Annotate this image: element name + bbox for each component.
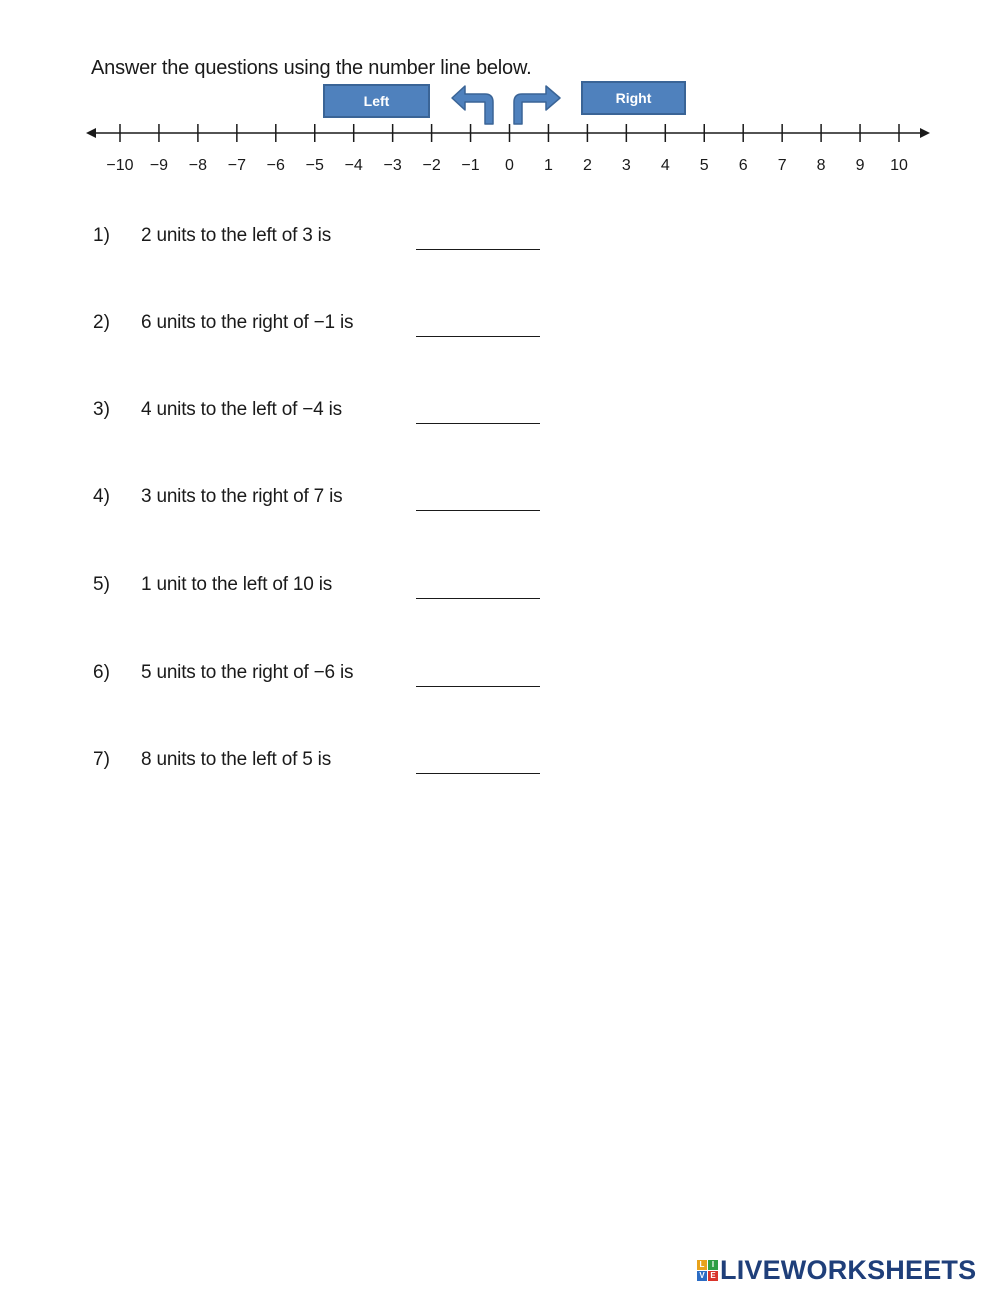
tick-label: −5 [305, 157, 324, 174]
tick-label: 9 [855, 157, 865, 174]
tick-label: 5 [699, 157, 709, 174]
question-text: 3 units to the right of 7 is [141, 486, 343, 507]
left-arrowhead-icon [86, 128, 96, 138]
tick-label: −9 [149, 157, 169, 174]
right-label: Right [615, 90, 652, 106]
answer-blank[interactable] [416, 249, 540, 250]
question-1 [93, 225, 553, 255]
left-label: Left [363, 93, 390, 109]
tick-label: −2 [422, 157, 441, 174]
question-number: 7) [93, 749, 110, 770]
question-number: 3) [93, 399, 110, 420]
question-5 [93, 574, 553, 604]
question-number: 4) [93, 486, 110, 507]
right-arrowhead-icon [920, 128, 930, 138]
liveworksheets-logo [697, 1255, 976, 1286]
answer-blank[interactable] [416, 773, 540, 774]
number-line [80, 112, 940, 182]
right-label-box [581, 81, 686, 115]
answer-blank[interactable] [416, 336, 540, 337]
question-number: 2) [93, 312, 110, 333]
tick-label: −3 [383, 157, 402, 174]
logo-letter: V [697, 1271, 707, 1281]
tick-label: −8 [188, 157, 208, 174]
tick-label: 1 [543, 157, 553, 174]
question-text: 6 units to the right of −1 is [141, 312, 354, 333]
answer-blank[interactable] [416, 423, 540, 424]
logo-letter: I [708, 1260, 718, 1270]
logo-letter: L [697, 1260, 707, 1270]
tick-label: −6 [266, 157, 285, 174]
logo-letter: E [708, 1271, 718, 1281]
question-6 [93, 662, 553, 692]
question-3 [93, 399, 553, 429]
tick-label: −7 [227, 157, 246, 174]
question-4 [93, 486, 553, 516]
tick-label: 8 [816, 157, 826, 174]
question-7 [93, 749, 553, 779]
question-2 [93, 312, 553, 342]
tick-label: −1 [461, 157, 480, 174]
logo-mark-icon [697, 1260, 718, 1281]
question-text: 2 units to the left of 3 is [141, 225, 331, 246]
question-text: 5 units to the right of −6 is [141, 662, 354, 683]
answer-blank[interactable] [416, 510, 540, 511]
tick-label: 2 [582, 157, 592, 174]
question-text: 8 units to the left of 5 is [141, 749, 331, 770]
tick-label: −10 [106, 157, 134, 174]
question-number: 5) [93, 574, 110, 595]
tick-label: −4 [344, 157, 363, 174]
answer-blank[interactable] [416, 686, 540, 687]
question-number: 1) [93, 225, 110, 246]
tick-label: 7 [777, 157, 787, 174]
tick-label: 6 [738, 157, 748, 174]
question-text: 4 units to the left of −4 is [141, 399, 342, 420]
tick-label: 10 [890, 157, 908, 174]
tick-label: 3 [621, 157, 631, 174]
tick-label: 4 [660, 157, 670, 174]
logo-text: LIVEWORKSHEETS [720, 1255, 977, 1285]
question-text: 1 unit to the left of 10 is [141, 574, 333, 595]
answer-blank[interactable] [416, 598, 540, 599]
tick-label: 0 [505, 157, 514, 174]
question-number: 6) [93, 662, 110, 683]
instruction-text: Answer the questions using the number line below. [91, 57, 532, 79]
